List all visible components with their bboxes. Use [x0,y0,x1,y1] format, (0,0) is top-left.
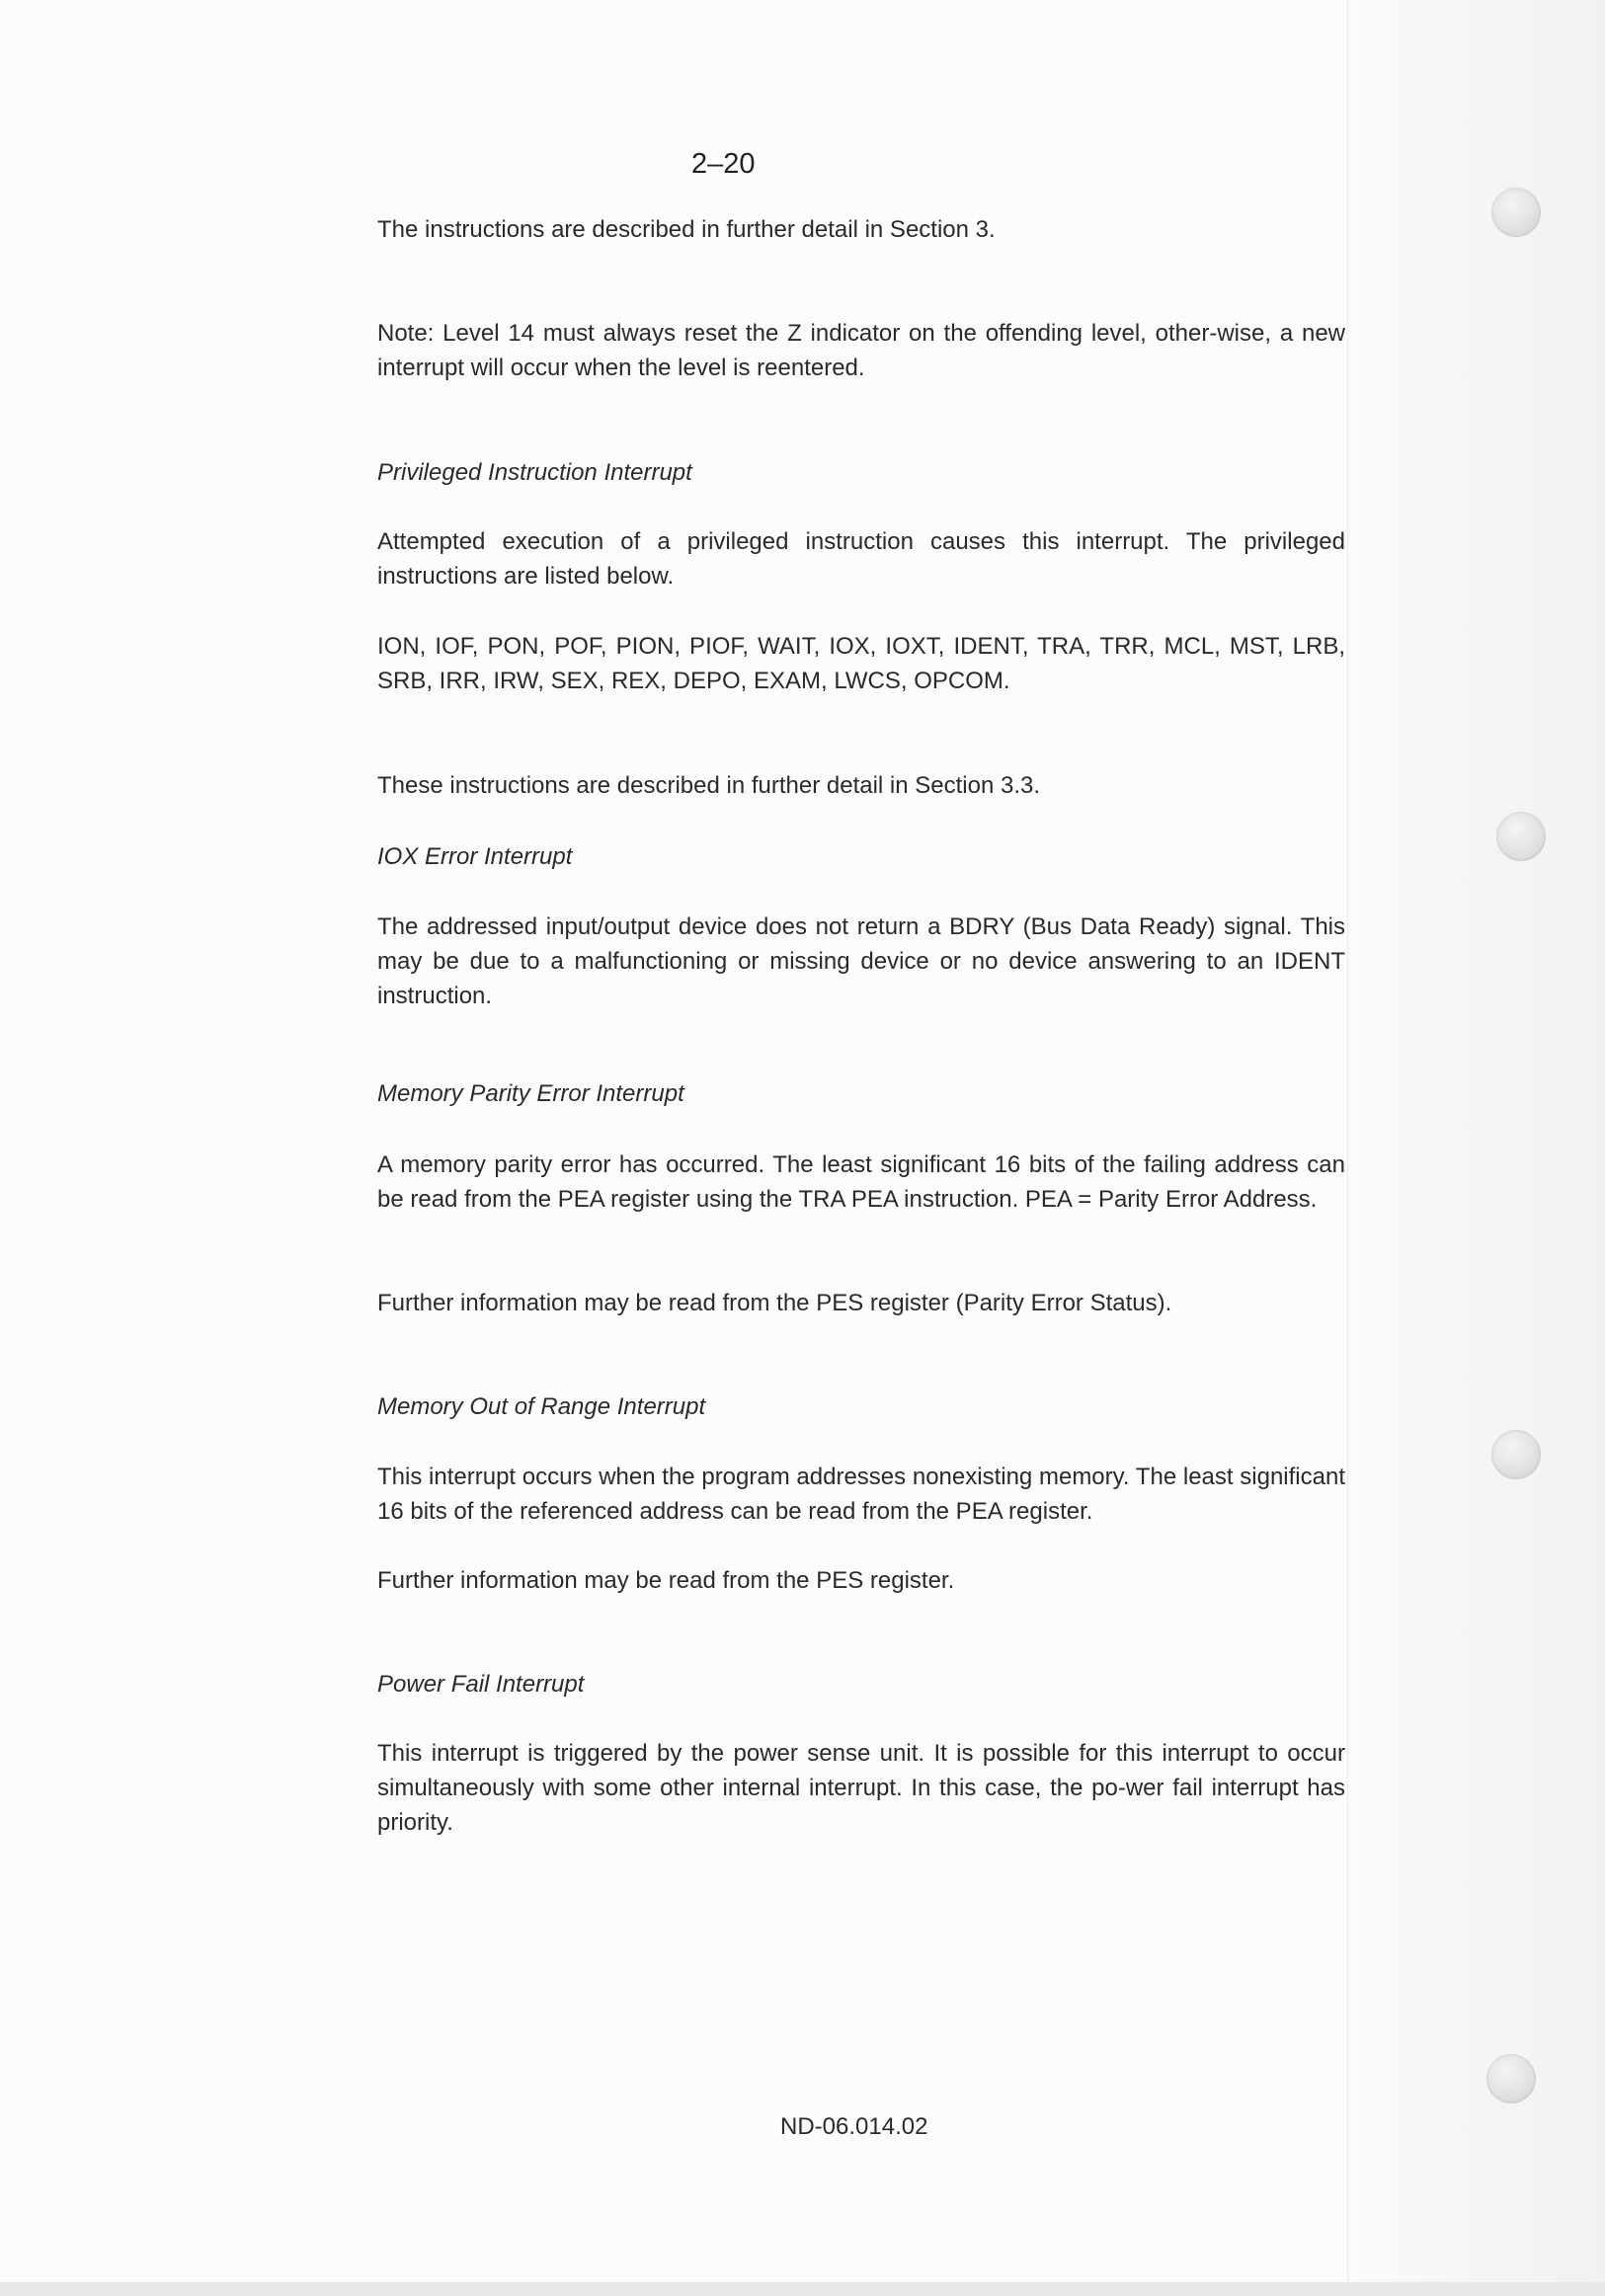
binder-hole-icon [1491,1430,1541,1479]
binder-hole-icon [1486,2054,1536,2103]
parity-extra: Further information may be read from the PES register (Parity Error Status). [377,1290,1172,1316]
privileged-reference: These instructions are described in further detail in Section 3.3. [377,772,1041,799]
power-heading: Power Fail Interrupt [377,1671,585,1698]
privileged-instruction-list: ION, IOF, PON, POF, PION, PIOF, WAIT, IOX, IOXT, IDENT, TRA, TRR, MCL, MST, LRB, SRB, IRR, IRW, SEX, REX, DEPO, EXAM, LWCS, OPCOM. [377,633,1345,694]
note-paragraph: Note: Level 14 must always reset the Z indicator on the offending level, other-wise, a new interrupt will occur when the level is reentered. [377,320,1345,381]
parity-heading: Memory Parity Error Interrupt [377,1080,684,1107]
page-number: 2–20 [691,148,756,180]
page-edge [0,2282,1605,2296]
binder-hole-icon [1496,812,1546,861]
range-extra: Further information may be read from the PES register. [377,1567,955,1594]
iox-body: The addressed input/output device does not return a BDRY (Bus Data Ready) signal. This may be due to a malfunctioning or missing device or no device answering to an IDENT instruction. [377,913,1345,1009]
privileged-heading: Privileged Instruction Interrupt [377,459,692,486]
iox-heading: IOX Error Interrupt [377,843,573,870]
range-heading: Memory Out of Range Interrupt [377,1393,706,1420]
range-body: This interrupt occurs when the program addresses nonexisting memory. The least significant 16 bits of the referenced address can be read from the PEA register. [377,1464,1345,1525]
binder-hole-icon [1491,188,1541,237]
intro-paragraph: The instructions are described in further detail in Section 3. [377,216,996,243]
parity-body: A memory parity error has occurred. The least significant 16 bits of the failing address can be read from the PEA register using the TRA PEA instruction. PEA = Parity Error Address. [377,1151,1345,1213]
document-code: ND-06.014.02 [780,2113,928,2140]
privileged-body: Attempted execution of a privileged instruction causes this interrupt. The privileged instructions are listed below. [377,528,1345,590]
power-body: This interrupt is triggered by the power sense unit. It is possible for this interrupt to occur simultaneously with some other internal interrupt. In this case, the po-wer fail interrupt has priority. [377,1740,1345,1836]
page-margin [1347,0,1605,2296]
